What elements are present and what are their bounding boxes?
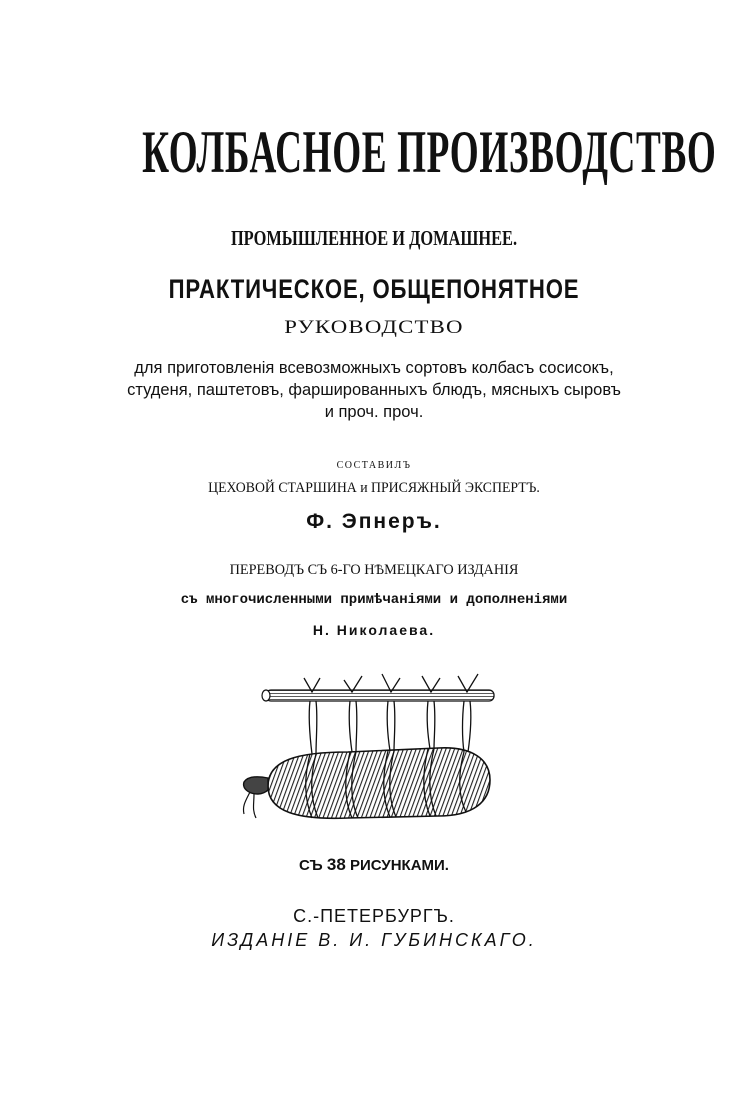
stick-icon — [262, 690, 494, 701]
description-line-2: студеня, паштетовъ, фаршированныхъ блюдъ, мясныхъ сыровъ — [127, 381, 621, 399]
guide-word: РУКОВОДСТВО — [284, 317, 464, 338]
subtitle-practical: ПРАКТИЧЕСКОЕ, ОБЩЕПОНЯТНОЕ — [168, 274, 580, 304]
publication-city: С.-ПЕТЕРБУРГЪ. — [293, 906, 455, 926]
pictures-prefix: СЪ — [299, 857, 323, 874]
publisher: ИЗДАНІЕ В. И. ГУБИНСКАГО. — [211, 930, 537, 950]
description — [0, 357, 748, 423]
translation-note: ПЕРЕВОДЪ СЪ 6-ГО НѢМЕЦКАГО ИЗДАНІЯ — [229, 562, 519, 578]
subtitle-industrial-domestic: ПРОМЫШЛЕННОЕ И ДОМАШНЕЕ. — [230, 226, 518, 250]
string-icon — [304, 674, 478, 754]
description-line-1: для приготовленія всевозможныхъ сортовъ колбасъ сосисокъ, — [134, 359, 614, 377]
compiled-by-label: СОСТАВИЛЪ — [336, 460, 412, 471]
description-line-3: и проч. проч. — [324, 403, 424, 421]
pictures-count: 38 — [326, 855, 346, 874]
author-name: Ф. Эпнеръ. — [306, 510, 442, 533]
pictures-suffix: РИСУНКАМИ. — [349, 857, 449, 874]
additions-note: съ многочисленными примѣчаніями и дополненіями — [180, 592, 568, 608]
book-title: КОЛБАСНОЕ ПРОИЗВОДСТВО — [142, 119, 717, 185]
pictures-note — [0, 855, 748, 875]
sausage-icon — [243, 748, 490, 818]
translator-name: Н. Николаева. — [312, 622, 436, 638]
sausage-illustration-icon — [228, 668, 508, 838]
author-credentials: ЦЕХОВОЙ СТАРШИНА и ПРИСЯЖНЫЙ ЭКСПЕРТЪ. — [208, 480, 540, 496]
